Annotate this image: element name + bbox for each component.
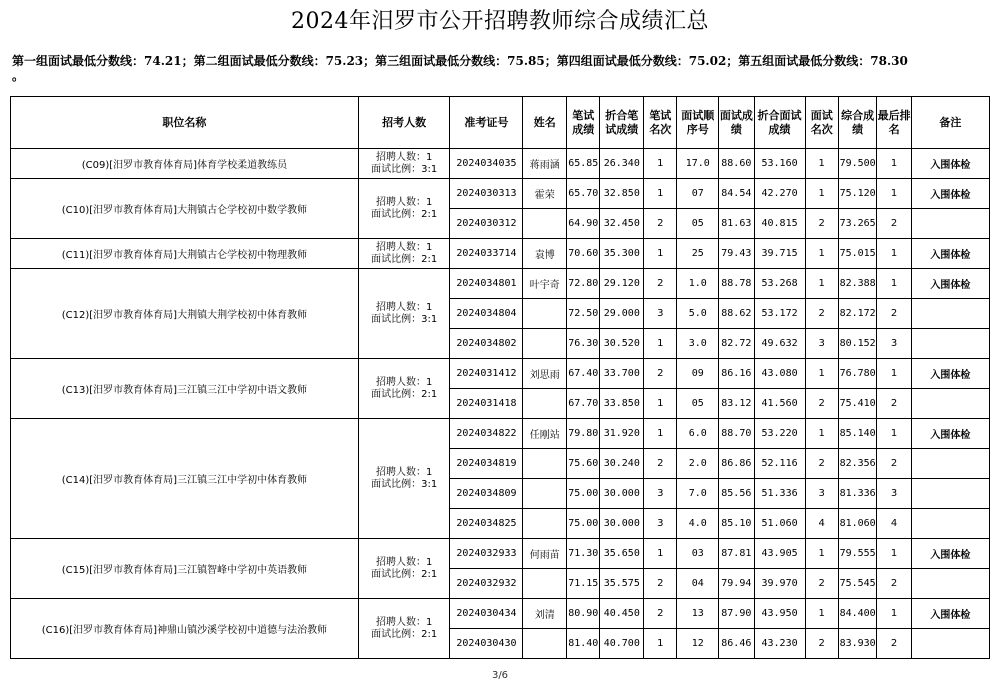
table-row [11,179,990,209]
interview-rank: 2 [805,299,838,329]
written-rank: 1 [644,239,677,269]
final-rank: 2 [877,569,911,599]
remark-cell: 入围体检 [911,269,989,299]
exam-no: 2024031412 [450,359,523,389]
interview-order: 04 [677,569,719,599]
total-score: 75.410 [838,389,877,419]
final-rank: 1 [877,179,911,209]
exam-no: 2024034802 [450,329,523,359]
quota-ratio: 面试比例：2:1 [371,628,438,640]
position-name: (C11)[汨罗市教育体育局]大荆镇古仑学校初中物理教师 [11,239,359,269]
interview-order: 25 [677,239,719,269]
written-score: 67.40 [567,359,600,389]
written-converted: 33.850 [600,389,644,419]
interview-converted: 42.270 [754,179,805,209]
exam-no: 2024034809 [450,479,523,509]
written-converted: 30.240 [600,449,644,479]
interview-score: 82.72 [719,329,754,359]
total-score: 82.388 [838,269,877,299]
remark-cell [911,209,989,239]
total-score: 84.400 [838,599,877,629]
total-score: 75.015 [838,239,877,269]
interview-rank: 1 [805,269,838,299]
written-converted: 40.450 [600,599,644,629]
interview-converted: 39.715 [754,239,805,269]
written-converted: 35.300 [600,239,644,269]
remark-cell: 入围体检 [911,599,989,629]
interview-score: 88.62 [719,299,754,329]
candidate-name: 刘思雨 [523,359,567,389]
quota-ratio: 面试比例：3:1 [371,163,438,175]
interview-converted: 49.632 [754,329,805,359]
candidate-name: 袁博 [523,239,567,269]
position-name: (C13)[汨罗市教育体育局]三江镇三江中学初中语文教师 [11,359,359,419]
written-converted: 26.340 [600,149,644,179]
header-interview: 面试成绩 [719,97,754,149]
written-converted: 30.000 [600,509,644,539]
written-score: 72.50 [567,299,600,329]
header-interview-conv: 折合面试成绩 [754,97,805,149]
header-remark: 备注 [911,97,989,149]
remark-cell [911,479,989,509]
page-number: 3/6 [491,670,509,681]
remark-cell [911,299,989,329]
interview-score: 81.63 [719,209,754,239]
interview-order: 3.0 [677,329,719,359]
header-interview-order: 面试顺序号 [677,97,719,149]
interview-converted: 43.080 [754,359,805,389]
quota-hires: 招聘人数：1 [375,241,433,253]
written-converted: 32.850 [600,179,644,209]
remark-cell: 入围体检 [911,539,989,569]
written-score: 67.70 [567,389,600,419]
candidate-name [523,299,567,329]
total-score: 83.930 [838,629,877,659]
quota-ratio: 面试比例：2:1 [371,568,438,580]
candidate-name [523,509,567,539]
written-converted: 29.120 [600,269,644,299]
position-name: (C14)[汨罗市教育体育局]三江镇三江中学初中体育教师 [11,419,359,539]
candidate-name: 何雨苗 [523,539,567,569]
header-name: 姓名 [523,97,567,149]
interview-rank: 1 [805,149,838,179]
final-rank: 3 [877,329,911,359]
interview-score: 84.54 [719,179,754,209]
table-row [11,149,990,179]
written-score: 65.85 [567,149,600,179]
written-score: 65.70 [567,179,600,209]
final-rank: 1 [877,419,911,449]
interview-order: 03 [677,539,719,569]
candidate-name [523,209,567,239]
interview-converted: 53.172 [754,299,805,329]
interview-rank: 3 [805,479,838,509]
written-score: 72.80 [567,269,600,299]
interview-order: 6.0 [677,419,719,449]
final-rank: 1 [877,359,911,389]
interview-order: 07 [677,179,719,209]
total-score: 85.140 [838,419,877,449]
quota-cell [358,599,450,659]
table-body [11,149,990,659]
exam-no: 2024034822 [450,419,523,449]
quota-cell [358,239,450,269]
written-converted: 33.700 [600,359,644,389]
header-written-rank: 笔试名次 [644,97,677,149]
exam-no: 2024034035 [450,149,523,179]
interview-score: 86.86 [719,449,754,479]
remark-cell [911,389,989,419]
written-score: 71.30 [567,539,600,569]
written-converted: 35.575 [600,569,644,599]
position-name: (C16)[汨罗市教育体育局]神鼎山镇沙溪学校初中道德与法治教师 [11,599,359,659]
candidate-name: 霍荣 [523,179,567,209]
written-score: 79.80 [567,419,600,449]
exam-no: 2024032932 [450,569,523,599]
interview-rank: 1 [805,539,838,569]
score-table [10,96,990,659]
written-converted: 29.000 [600,299,644,329]
written-rank: 2 [644,449,677,479]
candidate-name: 蒋雨涵 [523,149,567,179]
written-score: 75.00 [567,509,600,539]
interview-score: 85.10 [719,509,754,539]
header-written: 笔试成绩 [567,97,600,149]
written-rank: 1 [644,539,677,569]
position-name: (C09)[汨罗市教育体育局]体育学校柔道教练员 [11,149,359,179]
interview-order: 5.0 [677,299,719,329]
exam-no: 2024034825 [450,509,523,539]
interview-score: 88.70 [719,419,754,449]
total-score: 81.336 [838,479,877,509]
exam-no: 2024034801 [450,269,523,299]
final-rank: 1 [877,539,911,569]
interview-converted: 51.060 [754,509,805,539]
remark-cell [911,629,989,659]
quota-hires: 招聘人数：1 [375,301,433,313]
interview-converted: 40.815 [754,209,805,239]
header-written-conv: 折合笔试成绩 [600,97,644,149]
written-score: 81.40 [567,629,600,659]
table-row [11,269,990,299]
quota-hires: 招聘人数：1 [375,466,433,478]
remark-cell [911,329,989,359]
interview-order: 05 [677,389,719,419]
written-rank: 1 [644,329,677,359]
interview-converted: 43.950 [754,599,805,629]
interview-converted: 51.336 [754,479,805,509]
interview-rank: 4 [805,509,838,539]
table-header-row [11,97,990,149]
interview-rank: 2 [805,569,838,599]
written-converted: 30.520 [600,329,644,359]
quota-hires: 招聘人数：1 [375,556,433,568]
candidate-name [523,389,567,419]
final-rank: 2 [877,299,911,329]
interview-converted: 53.268 [754,269,805,299]
final-rank: 2 [877,389,911,419]
final-rank: 1 [877,269,911,299]
interview-score: 88.60 [719,149,754,179]
written-rank: 2 [644,269,677,299]
written-rank: 2 [644,209,677,239]
interview-converted: 39.970 [754,569,805,599]
exam-no: 2024030434 [450,599,523,629]
interview-order: 7.0 [677,479,719,509]
table-row [11,539,990,569]
header-exam-no: 准考证号 [450,97,523,149]
written-rank: 1 [644,149,677,179]
interview-rank: 2 [805,389,838,419]
interview-score: 79.94 [719,569,754,599]
candidate-name [523,329,567,359]
interview-score: 79.43 [719,239,754,269]
final-rank: 4 [877,509,911,539]
exam-no: 2024033714 [450,239,523,269]
interview-rank: 1 [805,599,838,629]
header-final-rank: 最后排名 [877,97,911,149]
interview-score: 86.46 [719,629,754,659]
position-name: (C10)[汨罗市教育体育局]大荆镇古仑学校初中数学教师 [11,179,359,239]
quota-cell [358,359,450,419]
total-score: 75.545 [838,569,877,599]
written-score: 64.90 [567,209,600,239]
exam-no: 2024030430 [450,629,523,659]
interview-rank: 2 [805,209,838,239]
written-score: 75.60 [567,449,600,479]
interview-order: 1.0 [677,269,719,299]
interview-order: 09 [677,359,719,389]
exam-no: 2024032933 [450,539,523,569]
candidate-name: 任刚站 [523,419,567,449]
quota-cell [358,539,450,599]
final-rank: 1 [877,149,911,179]
final-rank: 3 [877,479,911,509]
interview-order: 2.0 [677,449,719,479]
total-score: 79.500 [838,149,877,179]
interview-rank: 1 [805,239,838,269]
exam-no: 2024031418 [450,389,523,419]
written-rank: 3 [644,509,677,539]
interview-score: 83.12 [719,389,754,419]
quota-hires: 招聘人数：1 [375,616,433,628]
quota-cell [358,149,450,179]
interview-converted: 43.905 [754,539,805,569]
interview-rank: 2 [805,629,838,659]
exam-no: 2024030313 [450,179,523,209]
written-rank: 3 [644,299,677,329]
interview-order: 12 [677,629,719,659]
written-score: 70.60 [567,239,600,269]
header-position: 职位名称 [11,97,359,149]
header-total: 综合成绩 [838,97,877,149]
candidate-name [523,449,567,479]
cutoff-notice-continuation: 。 [12,69,25,83]
remark-cell: 入围体检 [911,149,989,179]
exam-no: 2024034804 [450,299,523,329]
interview-score: 86.16 [719,359,754,389]
header-interview-rank: 面试名次 [805,97,838,149]
interview-converted: 43.230 [754,629,805,659]
candidate-name: 叶宇奇 [523,269,567,299]
written-score: 75.00 [567,479,600,509]
written-score: 80.90 [567,599,600,629]
quota-ratio: 面试比例：2:1 [371,388,438,400]
total-score: 82.356 [838,449,877,479]
quota-cell [358,179,450,239]
interview-score: 87.81 [719,539,754,569]
interview-order: 05 [677,209,719,239]
written-rank: 1 [644,179,677,209]
quota-hires: 招聘人数：1 [375,151,433,163]
table-row [11,359,990,389]
quota-ratio: 面试比例：3:1 [371,478,438,490]
table-row [11,599,990,629]
quota-cell [358,269,450,359]
interview-rank: 1 [805,359,838,389]
interview-rank: 2 [805,449,838,479]
remark-cell [911,449,989,479]
written-rank: 3 [644,479,677,509]
final-rank: 1 [877,599,911,629]
quota-ratio: 面试比例：2:1 [371,253,438,265]
interview-score: 88.78 [719,269,754,299]
candidate-name: 刘清 [523,599,567,629]
interview-order: 13 [677,599,719,629]
quota-hires: 招聘人数：1 [375,196,433,208]
total-score: 76.780 [838,359,877,389]
written-score: 76.30 [567,329,600,359]
written-converted: 30.000 [600,479,644,509]
remark-cell: 入围体检 [911,359,989,389]
interview-converted: 52.116 [754,449,805,479]
quota-hires: 招聘人数：1 [375,376,433,388]
written-rank: 2 [644,569,677,599]
interview-converted: 53.160 [754,149,805,179]
table-row [11,419,990,449]
written-rank: 2 [644,599,677,629]
total-score: 73.265 [838,209,877,239]
written-rank: 2 [644,359,677,389]
written-rank: 1 [644,419,677,449]
document-title: 2024年汨罗市公开招聘教师综合成绩汇总 [291,9,709,34]
remark-cell [911,569,989,599]
quota-cell [358,419,450,539]
position-name: (C15)[汨罗市教育体育局]三江镇智峰中学初中英语教师 [11,539,359,599]
total-score: 81.060 [838,509,877,539]
remark-cell: 入围体检 [911,239,989,269]
written-converted: 35.650 [600,539,644,569]
final-rank: 2 [877,449,911,479]
total-score: 80.152 [838,329,877,359]
final-rank: 1 [877,239,911,269]
written-rank: 1 [644,389,677,419]
written-converted: 32.450 [600,209,644,239]
quota-ratio: 面试比例：2:1 [371,208,438,220]
table-row [11,239,990,269]
interview-rank: 1 [805,179,838,209]
remark-cell: 入围体检 [911,419,989,449]
total-score: 82.172 [838,299,877,329]
remark-cell: 入围体检 [911,179,989,209]
interview-score: 85.56 [719,479,754,509]
header-quota: 招考人数 [358,97,450,149]
written-converted: 40.700 [600,629,644,659]
interview-rank: 3 [805,329,838,359]
exam-no: 2024034819 [450,449,523,479]
candidate-name [523,629,567,659]
candidate-name [523,569,567,599]
exam-no: 2024030312 [450,209,523,239]
cutoff-notice: 第一组面试最低分数线：74.21；第二组面试最低分数线：75.23；第三组面试最低分数线：75.85；第四组面试最低分数线：75.02；第五组面试最低分数线：78.30 [12,54,908,68]
interview-rank: 1 [805,419,838,449]
final-rank: 2 [877,209,911,239]
final-rank: 2 [877,629,911,659]
total-score: 75.120 [838,179,877,209]
remark-cell [911,509,989,539]
interview-order: 4.0 [677,509,719,539]
written-converted: 31.920 [600,419,644,449]
interview-score: 87.90 [719,599,754,629]
total-score: 79.555 [838,539,877,569]
quota-ratio: 面试比例：3:1 [371,313,438,325]
interview-converted: 53.220 [754,419,805,449]
interview-converted: 41.560 [754,389,805,419]
written-rank: 1 [644,629,677,659]
candidate-name [523,479,567,509]
interview-order: 17.0 [677,149,719,179]
position-name: (C12)[汨罗市教育体育局]大荆镇大荆学校初中体育教师 [11,269,359,359]
written-score: 71.15 [567,569,600,599]
